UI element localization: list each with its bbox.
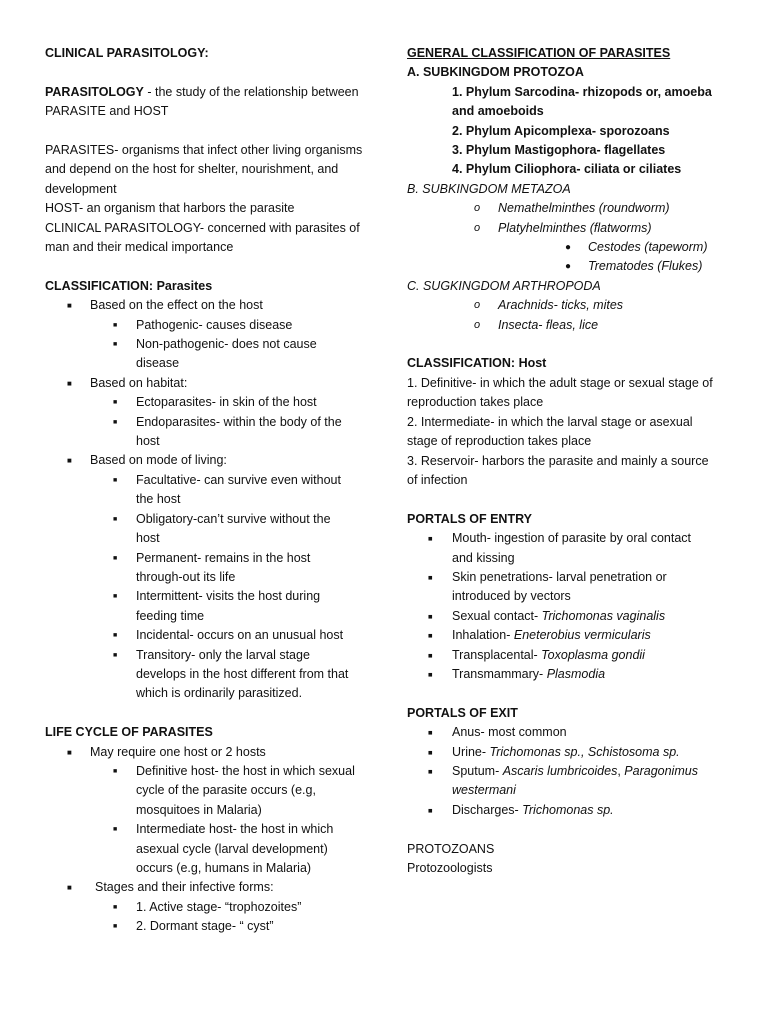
list-item-text: and kissing — [452, 550, 515, 565]
list-item — [45, 510, 365, 549]
list-item-text: Incidental- occurs on an unusual host — [136, 628, 344, 643]
list-item-text: Sexual contact- — [452, 608, 542, 623]
square-bullet-icon: ■ — [113, 767, 118, 775]
list-item — [407, 723, 732, 742]
host-class-line: 1. Definitive- in which the adult stage or sexual stage of — [407, 375, 713, 390]
organism-name: Trichomonas sp. — [522, 802, 614, 817]
organism-name: Toxoplasma gondii — [541, 647, 645, 662]
list-item-text: Stages and their infective forms: — [95, 880, 274, 895]
host-definition: HOST- an organism that harbors the parasite — [45, 201, 295, 216]
list-item — [45, 549, 365, 588]
list-item — [407, 626, 732, 645]
list-item — [45, 393, 365, 412]
square-bullet-icon: ■ — [428, 766, 433, 776]
list-item-text: feeding time — [136, 608, 205, 623]
square-bullet-icon: ■ — [67, 301, 72, 311]
list-item-text: Skin penetrations- larval penetration or — [452, 569, 667, 584]
square-bullet-icon: ■ — [113, 593, 118, 601]
host-class-line: 3. Reservoir- harbors the parasite and mainly a source — [407, 453, 709, 468]
host-class-line: 2. Intermediate- in which the larval stage or asexual — [407, 414, 693, 429]
square-bullet-icon: ■ — [113, 418, 118, 426]
list-item-text: Transmammary- — [452, 666, 547, 681]
host-class-line: of infection — [407, 472, 468, 487]
list-item — [45, 316, 365, 335]
square-bullet-icon: ■ — [113, 554, 118, 562]
organism-name: Paragonimus — [624, 763, 698, 778]
parasitology-term: PARASITOLOGY — [45, 84, 144, 99]
list-item-text: Arachnids- ticks, mites — [498, 298, 624, 313]
left-column — [45, 44, 365, 937]
list-item-text: which is ordinarily parasitized. — [136, 686, 303, 701]
list-item-text: Definitive host- the host in which sexual — [136, 763, 355, 778]
list-item — [407, 762, 732, 801]
list-item-text: 1. Phylum Sarcodina- rhizopods or, amoeba — [452, 84, 712, 99]
list-item — [45, 296, 365, 315]
circle-bullet-icon: o — [474, 299, 481, 312]
list-item — [407, 296, 732, 315]
organism-name: Trichomonas sp., Schistosoma sp. — [489, 744, 680, 759]
list-item-text: mosquitoes in Malaria) — [136, 802, 262, 817]
list-item-text: Based on habitat: — [90, 375, 188, 390]
list-item-text: through-out its life — [136, 569, 236, 584]
square-bullet-icon: ■ — [67, 747, 72, 757]
list-item — [45, 820, 365, 878]
list-item-text: Obligatory-can’t survive without the — [136, 511, 331, 526]
square-bullet-icon: ■ — [113, 632, 118, 640]
organism-name: Trichomonas vaginalis — [541, 608, 666, 623]
clinical-def-line: CLINICAL PARASITOLOGY- concerned with parasites of — [45, 220, 360, 235]
protozoa-heading: A. SUBKINGDOM PROTOZOA — [407, 65, 584, 80]
list-item — [407, 743, 732, 762]
square-bullet-icon: ■ — [113, 476, 118, 484]
list-item — [45, 762, 365, 820]
list-item — [407, 257, 732, 276]
list-item-text: 2. Dormant stage- “ cyst” — [136, 919, 274, 934]
list-item — [407, 219, 732, 238]
organism-name: Eneterobius vermicularis — [513, 628, 651, 643]
list-item-text: Transplacental- — [452, 647, 542, 662]
list-item — [45, 917, 365, 936]
list-item — [407, 801, 732, 820]
square-bullet-icon: ■ — [67, 883, 72, 893]
square-bullet-icon: ■ — [428, 631, 433, 641]
host-class-line: reproduction takes place — [407, 395, 544, 410]
parasitology-def-cont: PARASITE and HOST — [45, 104, 169, 119]
list-item — [407, 199, 732, 218]
list-item — [45, 743, 365, 762]
square-bullet-icon: ■ — [113, 651, 118, 659]
host-class-line: stage of reproduction takes place — [407, 434, 592, 449]
clinical-def-line: man and their medical importance — [45, 240, 234, 255]
list-item — [45, 335, 365, 374]
list-item-text: 1. Active stage- “trophozoites” — [136, 899, 302, 914]
square-bullet-icon: ■ — [428, 611, 433, 621]
parasites-def-line: and depend on the host for shelter, nourishment, and — [45, 162, 339, 177]
square-bullet-icon: ■ — [428, 534, 433, 544]
list-item: 2. Phylum Apicomplexa- sporozoans — [452, 123, 670, 138]
list-item — [45, 413, 365, 452]
organism-name: Plasmodia — [546, 666, 606, 681]
list-item-text: Permanent- remains in the host — [136, 550, 311, 565]
square-bullet-icon: ■ — [113, 826, 118, 834]
list-item — [45, 898, 365, 917]
list-item-text: Discharges- — [452, 802, 523, 817]
list-item — [407, 665, 732, 684]
list-item: 4. Phylum Ciliophora- ciliata or ciliates — [452, 162, 682, 177]
portals-entry-heading: PORTALS OF ENTRY — [407, 511, 532, 526]
classification-parasites-heading: CLASSIFICATION: Parasites — [45, 278, 213, 293]
list-item-text: Intermittent- visits the host during — [136, 589, 321, 604]
list-item-text: introduced by vectors — [452, 589, 571, 604]
list-item-text: Sputum- — [452, 763, 503, 778]
square-bullet-icon: ■ — [113, 399, 118, 407]
list-item-text: Mouth- ingestion of parasite by oral contact — [452, 531, 692, 546]
classification-host-heading: CLASSIFICATION: Host — [407, 356, 547, 371]
list-item-text: Intermediate host- the host in which — [136, 822, 334, 837]
list-item-text: occurs (e.g, humans in Malaria) — [136, 861, 312, 875]
separator: , — [617, 763, 625, 778]
list-item — [407, 83, 732, 122]
dot-bullet-icon: ● — [565, 242, 572, 254]
list-item — [45, 878, 365, 897]
square-bullet-icon: ■ — [67, 378, 72, 388]
life-cycle-heading: LIFE CYCLE OF PARASITES — [45, 725, 213, 740]
list-item-text: Platyhelminthes (flatworms) — [498, 220, 652, 235]
list-item-text: cycle of the parasite occurs (e.g, — [136, 783, 316, 798]
list-item — [45, 626, 365, 645]
list-item — [45, 471, 365, 510]
protozoans-heading: PROTOZOANS — [407, 841, 495, 856]
list-item-text: the host — [136, 492, 181, 507]
organism-name: Ascaris lumbricoides — [502, 763, 618, 778]
square-bullet-icon: ■ — [113, 903, 118, 911]
list-item — [407, 646, 732, 665]
square-bullet-icon: ■ — [113, 515, 118, 523]
parasites-def-line: development — [45, 181, 117, 196]
parasitology-def-text: - the study of the relationship between — [143, 84, 359, 99]
dot-bullet-icon: ● — [565, 261, 572, 273]
list-item — [407, 529, 732, 568]
circle-bullet-icon: o — [474, 221, 481, 234]
list-item-text: Inhalation- — [452, 628, 514, 643]
list-item-text: asexual cycle (larval development) — [136, 841, 328, 856]
right-column — [407, 44, 732, 878]
list-item-text: Based on mode of living: — [90, 453, 227, 468]
list-item-text: Anus- most common — [452, 725, 567, 740]
list-item-text: host — [136, 531, 160, 546]
portals-exit-heading: PORTALS OF EXIT — [407, 705, 518, 720]
square-bullet-icon: ■ — [67, 456, 72, 466]
protozoologists-text: Protozoologists — [407, 861, 493, 875]
square-bullet-icon: ■ — [428, 728, 433, 738]
square-bullet-icon: ■ — [428, 572, 433, 582]
list-item-text: Nemathelminthes (roundworm) — [498, 201, 670, 216]
page-title: CLINICAL PARASITOLOGY: — [45, 46, 209, 60]
parasitology-definition — [45, 83, 365, 102]
list-item-text: Pathogenic- causes disease — [136, 317, 293, 332]
square-bullet-icon: ■ — [428, 805, 433, 815]
list-item-text: Based on the effect on the host — [90, 298, 263, 313]
list-item-text: Transitory- only the larval stage — [136, 647, 310, 662]
list-item-text: Facultative- can survive even without — [136, 472, 341, 487]
circle-bullet-icon: o — [474, 318, 481, 331]
list-item: 3. Phylum Mastigophora- flagellates — [452, 143, 666, 158]
list-item — [407, 238, 732, 257]
list-item-text: Insecta- fleas, lice — [498, 317, 599, 332]
circle-bullet-icon: o — [474, 202, 481, 215]
list-item-text: disease — [136, 356, 180, 371]
list-item-text: Trematodes (Flukes) — [588, 259, 703, 274]
general-classification-heading: GENERAL CLASSIFICATION OF PARASITES — [407, 46, 671, 60]
list-item-text: Ectoparasites- in skin of the host — [136, 395, 317, 410]
arthropoda-heading: C. SUGKINGDOM ARTHROPODA — [407, 278, 601, 293]
square-bullet-icon: ■ — [428, 650, 433, 660]
square-bullet-icon: ■ — [113, 923, 118, 931]
list-item-text: Cestodes (tapeworm) — [588, 240, 708, 255]
list-item-text: host — [136, 434, 160, 449]
square-bullet-icon: ■ — [113, 321, 118, 329]
list-item — [407, 607, 732, 626]
list-item-text: develops in the host different from that — [136, 666, 349, 681]
parasites-def-line: PARASITES- organisms that infect other living organisms — [45, 143, 363, 157]
list-item-text: May require one host or 2 hosts — [90, 744, 266, 759]
list-item — [45, 451, 365, 470]
list-item — [407, 568, 732, 607]
list-item-text: and amoeboids — [452, 104, 544, 119]
list-item — [45, 646, 365, 704]
square-bullet-icon: ■ — [428, 747, 433, 757]
metazoa-heading: B. SUBKINGDOM METAZOA — [407, 181, 571, 196]
square-bullet-icon: ■ — [113, 341, 118, 349]
list-item — [45, 587, 365, 626]
square-bullet-icon: ■ — [428, 669, 433, 679]
list-item-text: Non-pathogenic- does not cause — [136, 337, 317, 352]
list-item — [407, 316, 732, 335]
list-item-text: Urine- — [452, 744, 490, 759]
list-item — [45, 374, 365, 393]
organism-name: westermani — [452, 783, 516, 798]
list-item-text: Endoparasites- within the body of the — [136, 414, 342, 429]
